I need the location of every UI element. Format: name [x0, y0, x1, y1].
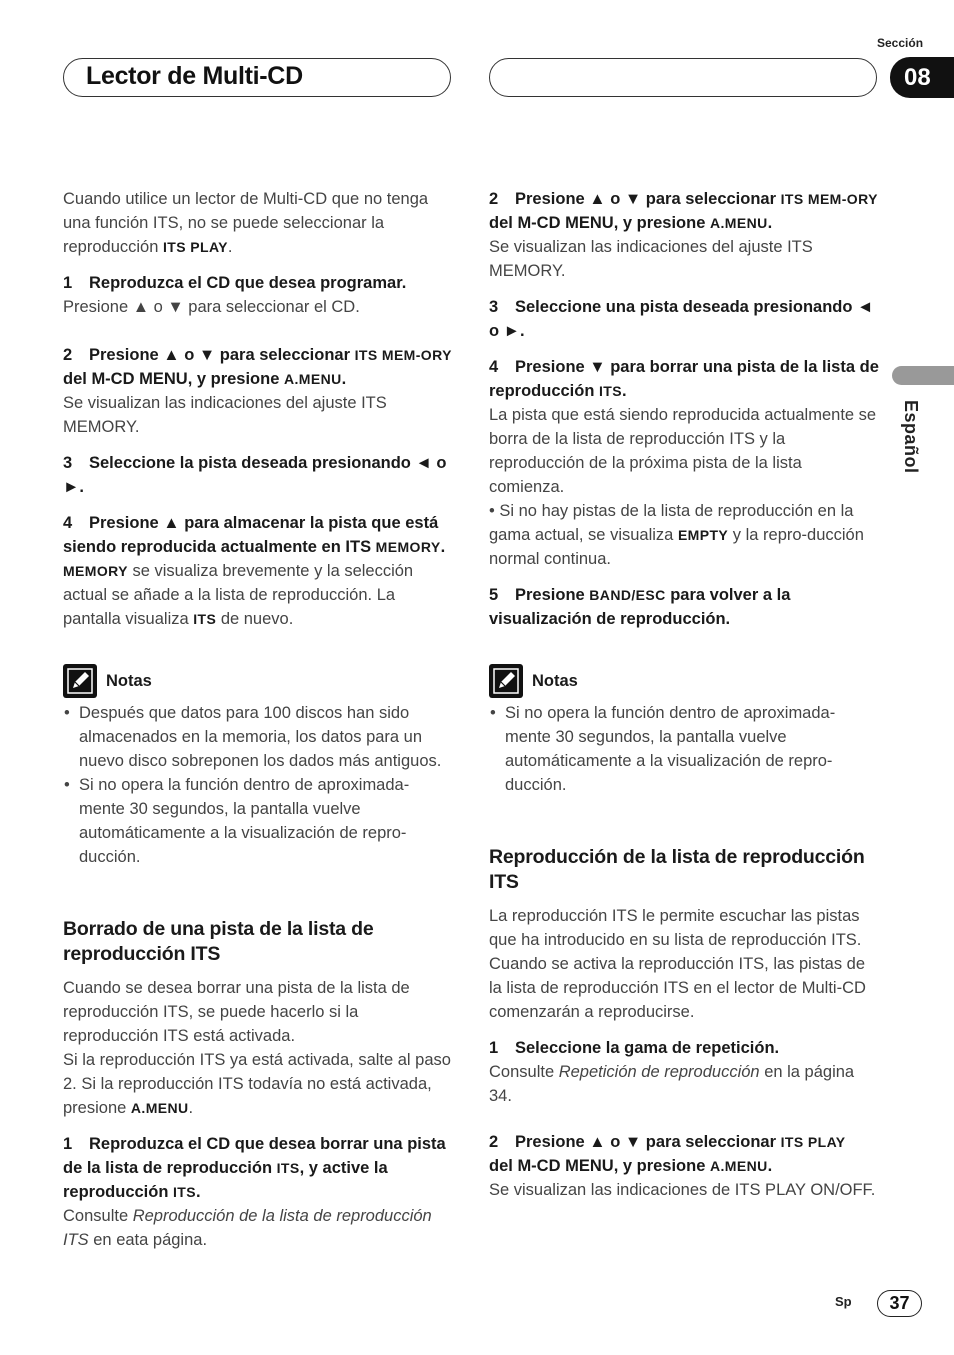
header-blank-box [489, 58, 877, 97]
section-heading-playback: Reproducción de la lista de reproducción ITS [489, 846, 865, 893]
right-step-4-bullet: • Si no hay pistas de la lista de reproducción en la gama actual, se visualiza EMPTY y la repro-ducción normal continua. [489, 502, 864, 568]
right-step-5-heading: 5 Presione BAND/ESC para volver a la visualización de reproducción. [489, 586, 791, 628]
right-step-2-text: Se visualizan las indicaciones del ajuste ITS MEMORY. [489, 238, 813, 280]
notes-header [63, 664, 453, 698]
section-label: Sección [877, 36, 924, 50]
step-2-text: Se visualizan las indicaciones del ajuste ITS MEMORY. [63, 394, 387, 436]
pencil-note-icon [63, 664, 97, 698]
section-heading-delete: Borrado de una pista de la lista de reproducción ITS [63, 918, 374, 965]
playback-step-1-heading: 1 Seleccione la gama de repetición. [489, 1039, 780, 1057]
language-tab-marker [892, 366, 954, 385]
right-column [489, 187, 879, 1202]
playback-step-2-text: Se visualizan las indicaciones de ITS PLAY ON/OFF. [489, 1181, 876, 1199]
playback-paragraph: La reproducción ITS le permite escuchar las pistas que ha introducido en su lista de reproducción ITS. Cuando se activa la reproducción ITS, las pistas de la lista de reproducción ITS en el lector de Multi-CD comenzarán a reproducirse. [489, 907, 866, 1021]
page-title: Lector de Multi-CD [86, 62, 303, 90]
delete-step-1-text: Consulte Reproducción de la lista de reproducción ITS en eata página. [63, 1207, 432, 1249]
playback-step-1-text: Consulte Repetición de reproducción en la página 34. [489, 1063, 855, 1105]
delete-step-1-heading: 1 Reproduzca el CD que desea borrar una pista de la lista de reproducción ITS, y active la reproducción ITS. [63, 1135, 446, 1201]
step-1-heading: 1 Reproduzca el CD que desea programar. [63, 274, 407, 292]
notes-header [489, 664, 879, 698]
notes-title: Notas [532, 672, 578, 690]
note-item: • Si no opera la función dentro de aproximada-mente 30 segundos, la pantalla vuelve automáticamente a la visualización de repro-ducción. [489, 701, 879, 797]
page-number: 37 [877, 1290, 922, 1317]
step-3-heading: 3 Seleccione la pista deseada presionando ◄ o ►. [63, 454, 447, 496]
right-step-4-heading: 4 Presione ▼ para borrar una pista de la lista de reproducción ITS. [489, 358, 879, 400]
note-item: • Después que datos para 100 discos han sido almacenados en la memoria, los datos para un nuevo disco sobreponen los dados más antiguos. [63, 701, 453, 773]
note-item: • Si no opera la función dentro de aproximada-mente 30 segundos, la pantalla vuelve automáticamente a la visualización de repro-ducción. [63, 773, 453, 869]
right-step-4-text: La pista que está siendo reproducida actualmente se borra de la lista de reproducción ITS y la reproducción de la próxima pista de la lista comienza. [489, 406, 877, 496]
right-step-2-heading: 2 Presione ▲ o ▼ para seleccionar ITS MEM-ORY del M-CD MENU, y presione A.MENU. [489, 190, 878, 232]
left-column [63, 187, 453, 1252]
delete-paragraph-2: Si la reproducción ITS ya está activada, salte al paso 2. Si la reproducción ITS todavía no está activada, presione A.MENU. [63, 1051, 451, 1117]
intro-paragraph: Cuando utilice un lector de Multi-CD que no tenga una función ITS, no se puede seleccionar la reproducción ITS PLAY. [63, 190, 429, 256]
section-number-badge: 08 [890, 57, 954, 98]
language-label: Español [901, 400, 921, 474]
pencil-note-icon [489, 664, 523, 698]
playback-step-2-heading: 2 Presione ▲ o ▼ para seleccionar ITS PLAY del M-CD MENU, y presione A.MENU. [489, 1133, 846, 1175]
header-title-box [63, 58, 451, 97]
step-4-text: MEMORY se visualiza brevemente y la selección actual se añade a la lista de reproducción. La pantalla visualiza ITS de nuevo. [63, 562, 414, 628]
right-step-3-heading: 3 Seleccione una pista deseada presionando ◄ o ►. [489, 298, 874, 340]
delete-paragraph-1: Cuando se desea borrar una pista de la lista de reproducción ITS, se puede hacerlo si la reproducción ITS está activada. [63, 979, 410, 1045]
step-4-heading: 4 Presione ▲ para almacenar la pista que está siendo reproducida actualmente en ITS MEMORY. [63, 514, 446, 556]
language-code: Sp [835, 1294, 852, 1309]
notes-title: Notas [106, 672, 152, 690]
step-1-text: Presione ▲ o ▼ para seleccionar el CD. [63, 298, 360, 316]
step-2-heading: 2 Presione ▲ o ▼ para seleccionar ITS MEM-ORY del M-CD MENU, y presione A.MENU. [63, 346, 452, 388]
